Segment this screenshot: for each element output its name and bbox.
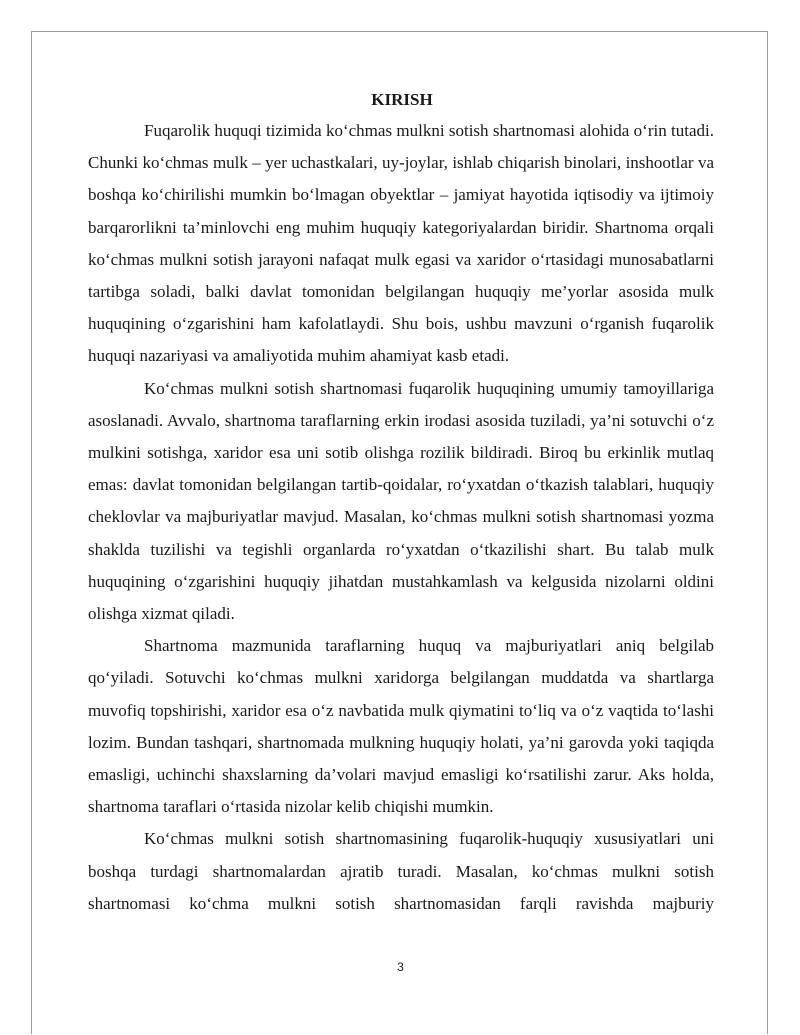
paragraph: Ko‘chmas mulkni sotish shartnomasi fuqarolik huquqining umumiy tamoyillariga asoslanadi. Avvalo, shartnoma taraflarning erkin irodasi asosida tuziladi, ya’ni sotuvchi o‘z mulkini sotishga, xaridor esa uni sotib olishga rozilik bildiradi. Biroq bu erkinlik mutlaq emas: davlat tomonidan belgilangan tartib-qoidalar, ro‘yxatdan o‘tkazish talablari, huquqiy cheklovlar va majburiyatlar mavjud. Masalan, ko‘chmas mulkni sotish shartnomasi yozma shaklda tuzilishi va tegishli organlarda ro‘yxatdan o‘tkazilishi shart. Bu talab mulk huquqining o‘zgarishini huquqiy jihatdan mustahkamlash va kelgusida nizolarni oldini olishga xizmat qiladi. — [88, 378, 714, 624]
page-number: 3 — [397, 960, 404, 974]
document-page — [31, 31, 768, 1034]
section-title: KIRISH — [371, 90, 433, 109]
paragraph: Shartnoma mazmunida taraflarning huquq va majburiyatlari aniq belgilab qo‘yiladi. Sotuvchi ko‘chmas mulkni xaridorga belgilangan muddatda va shartlarga muvofiq topshirishi, xaridor esa o‘z navbatida mulk qiymatini to‘liq va o‘z vaqtida to‘lashi lozim. Bundan tashqari, shartnomada mulkning huquqiy holati, ya’ni garovda yoki taqiqda emasligi, uchinchi shaxslarning da’volari mavjud emasligi ko‘rsatilishi zarur. Aks holda, shartnoma taraflari o‘rtasida nizolar kelib chiqishi mumkin. — [88, 636, 714, 817]
paragraph: Ko‘chmas mulkni sotish shartnomasining fuqarolik-huquqiy xususiyatlari uni boshqa turdagi shartnomalardan ajratib turadi. Masalan, ko‘chmas mulkni sotish shartnomasi ko‘chma mulkni sotish shartnomasidan farqli ravishda majburiy — [88, 829, 714, 913]
paragraph: Fuqarolik huquqi tizimida ko‘chmas mulkni sotish shartnomasi alohida o‘rin tutadi. Chunki ko‘chmas mulk – yer uchastkalari, uy-joylar, ishlab chiqarish binolari, inshootlar va boshqa ko‘chirilishi mumkin bo‘lmagan obyektlar – jamiyat hayotida iqtisodiy va ijtimoiy barqarorlikni ta’minlovchi eng muhim huquqiy kategoriyalardan biridir. Shartnoma orqali ko‘chmas mulkni sotish jarayoni nafaqat mulk egasi va xaridor o‘rtasidagi munosabatlarni tartibga soladi, balki davlat tomonidan belgilangan huquqiy me’yorlar asosida mulk huquqining o‘zgarishini ham kafolatlaydi. Shu bois, ushbu mavzuni o‘rganish fuqarolik huquqi nazariyasi va amaliyotida muhim ahamiyat kasb etadi. — [88, 121, 714, 366]
page-content — [88, 88, 714, 920]
